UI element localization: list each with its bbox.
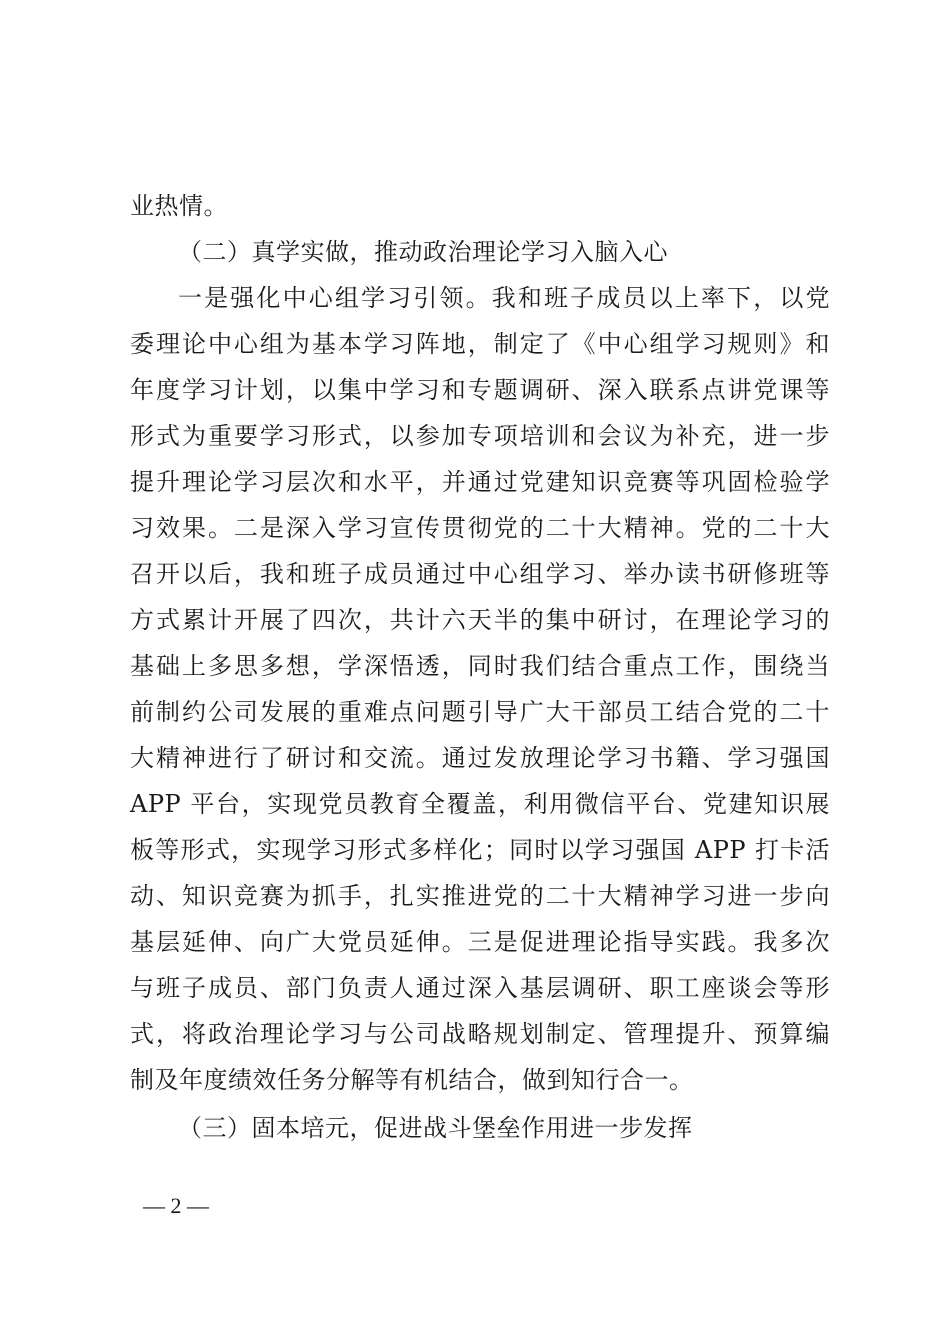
paragraph-line-5: 提升理论学习层次和水平，并通过党建知识竞赛等巩固检验学 — [130, 468, 830, 496]
paragraph-line-12: APP 平台，实现党员教育全覆盖，利用微信平台、党建知识展 — [130, 790, 830, 818]
paragraph-line-9: 基础上多思多想，学深悟透，同时我们结合重点工作，围绕当 — [130, 652, 830, 680]
paragraph-line-2: 委理论中心组为基本学习阵地，制定了《中心组学习规则》和 — [130, 330, 830, 358]
paragraph-line-3: 年度学习计划，以集中学习和专题调研、深入联系点讲党课等 — [130, 376, 830, 404]
paragraph-line-17: 式，将政治理论学习与公司战略规划制定、管理提升、预算编 — [130, 1020, 830, 1048]
page-number: — 2 — — [143, 1193, 209, 1218]
section-heading-3: （三）固本培元，促进战斗堡垒作用进一步发挥 — [178, 1114, 693, 1142]
paragraph-line-8: 方式累计开展了四次，共计六天半的集中研讨，在理论学习的 — [130, 606, 830, 634]
paragraph-line-16: 与班子成员、部门负责人通过深入基层调研、职工座谈会等形 — [130, 974, 830, 1002]
paragraph-line-14: 动、知识竞赛为抓手，扎实推进党的二十大精神学习进一步向 — [130, 882, 830, 910]
paragraph-line-13: 板等形式，实现学习形式多样化；同时以学习强国 APP 打卡活 — [130, 836, 830, 864]
paragraph-line-15: 基层延伸、向广大党员延伸。三是促进理论指导实践。我多次 — [130, 928, 830, 956]
section-heading-2: （二）真学实做，推动政治理论学习入脑入心 — [178, 238, 668, 266]
paragraph-line-6: 习效果。二是深入学习宣传贯彻党的二十大精神。党的二十大 — [130, 514, 830, 542]
paragraph-line-7: 召开以后，我和班子成员通过中心组学习、举办读书研修班等 — [130, 560, 830, 588]
paragraph-line-4: 形式为重要学习形式，以参加专项培训和会议为补充，进一步 — [130, 422, 830, 450]
paragraph-line-1: 一是强化中心组学习引领。我和班子成员以上率下，以党 — [178, 284, 830, 312]
paragraph-line-10: 前制约公司发展的重难点问题引导广大干部员工结合党的二十 — [130, 698, 830, 726]
paragraph-line-18: 制及年度绩效任务分解等有机结合，做到知行合一。 — [130, 1066, 694, 1094]
paragraph-line-11: 大精神进行了研讨和交流。通过发放理论学习书籍、学习强国 — [130, 744, 830, 772]
intro-line: 业热情。 — [130, 192, 228, 220]
